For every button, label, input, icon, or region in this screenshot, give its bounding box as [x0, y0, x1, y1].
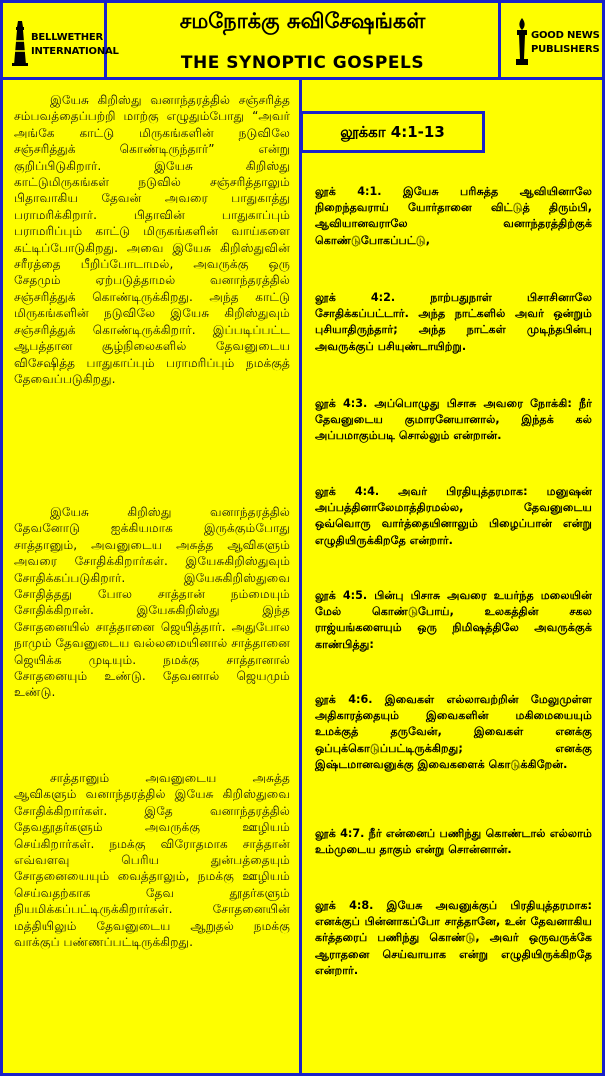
- verse-4-5: லூக் 4:5. பின்பு பிசாசு அவரை உயர்ந்த மலையின் மேல் கொண்டுபோய், உலகத்தின் சகல ராஜ்யங்களையும் ஒரு நிமிஷத்திலே அவருக்குக் காண்பித்து:: [315, 589, 592, 651]
- verse-4-1: லூக் 4:1. இயேசு பரிசுத்த ஆவியினாலே நிறைந்தவராய் யோர்தானை விட்டுத் திரும்பி, ஆவியானவராலே வனாந்தரத்திற்குக் கொண்டுபோகப்பட்டு,: [315, 185, 592, 247]
- verse-4-7: லூக் 4:7. நீர் என்னைப் பணிந்து கொண்டால் எல்லாம் உம்முடைய தாகும் என்று சொன்னான்.: [315, 827, 592, 857]
- commentary-paragraph-3: சாத்தானும் அவனுடைய அசுத்த ஆவிகளும் வனாந்தரத்தில் இயேசு கிறிஸ்துவை சோதிக்கிறார்கள். இதே வனாந்தரத்தில் தேவதூதர்களும் அவருக்கு ஊழியம் செய்கிறார்கள். நமக்கு விரோதமாக சாத்தான் எவ்வளவு பெரிய துன்பத்தையும் சோதனையையும் வைத்தாலும், நமக்கு ஊழியம் செய்வதற்காக தேவ தூதர்களும் நியமிக்கப்பட்டிருக்கிறார்கள். சோதனையின் மத்தியிலும் தேவனுடைய ஆறுதல் நமக்கு வாக்குப் பண்ணப்பட்டிருக்கிறது.: [14, 771, 290, 950]
- commentary-paragraph-1: இயேசு கிறிஸ்து வனாந்தரத்தில் சஞ்சரித்த சம்பவத்தைப்பற்றி மாற்கு எழுதும்போது “அவர் அங்கே காட்டு மிருகங்களின் நடுவிலே சஞ்சரித்துக் கொண்டிருந்தார்” என்று குறிப்பிடுகிறார். இயேசு கிறிஸ்து காட்டுமிருகங்கள் நடுவில் சஞ்சரித்தாலும் பிதாவாகிய தேவன் அவரை பாதுகாத்து பராமரிக்கிறார். பிதாவின் பாதுகாப்பும் பராமரிப்பும் காட்டு மிருகங்களின் வாய்களை கட்டிப்போடுகிறது. அவை இயேசு கிறிஸ்துவின் சரீரத்தை பீறிப்போடாமல், அவருக்கு ஒரு சேதமும் ஏற்படுத்தாமல் வனாந்தரத்தில் சஞ்சரித்துக் கொண்டிருக்கிறது. அந்த காட்டு மிருகங்களின் நடுவிலே இயேசு கிறிஸ்துவும் சஞ்சரித்துக் கொண்டிருக்கிறார். இப்படிப்பட்ட ஆபத்தான சூழ்நிலைகளில் தேவனுடைய விசேஷித்த பாதுகாப்பும் பராமரிப்பும் நமக்குத் தேவைப்படுகிறது.: [14, 93, 290, 386]
- verse-4-3: லூக் 4:3. அப்பொழுது பிசாசு அவரை நோக்கி: நீர் தேவனுடைய குமாரனேயானால், இந்தக் கல் அப்பமாகும்படி சொல்லும் என்றான்.: [315, 397, 592, 443]
- verse-4-4: லூக் 4:4. அவர் பிரதியுத்தரமாக: மனுஷன் அப்பத்தினாலேமாத்திரமல்ல, தேவனுடைய ஒவ்வொரு வார்த்தையினாலும் பிழைப்பான் என்று எழுதியிருக்கிறதே என்றார்.: [315, 485, 592, 547]
- logo-left-line2: INTERNATIONAL: [31, 46, 119, 57]
- bellwether-logo: [3, 3, 119, 80]
- logo-right-line2: PUBLISHERS: [531, 44, 600, 55]
- lighthouse-icon: [11, 19, 29, 67]
- verse-4-8: லூக் 4:8. இயேசு அவனுக்குப் பிரதியுத்தரமாக: எனக்குப் பின்னாகப்போ சாத்தானே, உன் தேவனாகிய கர்த்தரைப் பணிந்து கொண்டு, அவர் ஒருவருக்கே ஆராதனை செய்வாயாக என்று எழுதியிருக்கிறதே என்றார்.: [315, 899, 592, 977]
- verse-4-2: லூக் 4:2. நாற்பதுநாள் பிசாசினாலே சோதிக்கப்பட்டார். அந்த நாட்களில் அவர் ஒன்றும் புசியாதிருந்தார்; அந்த நாட்கள் முடிந்தபின்பு அவருக்குப் பசியுண்டாயிற்று.: [315, 291, 592, 353]
- scripture-reference: லூக்கா 4:1-13: [300, 111, 485, 153]
- page-title-tamil: சமநோக்கு சுவிசேஷங்கள்: [179, 9, 426, 33]
- page-title-english: THE SYNOPTIC GOSPELS: [180, 53, 425, 73]
- verse-4-6: லூக் 4:6. இவைகள் எல்லாவற்றின் மேலுமுள்ள அதிகாரத்தையும் இவைகளின் மகிமையையும் உமக்குத் தருவேன், இவைகள் எனக்கு ஒப்புக்கொடுப்பட்டிருக்கிறது; எனக்கு இஷ்டமானவனுக்கு இவைகளைக் கொடுக்கிறேன்.: [315, 693, 592, 771]
- commentary-paragraph-2: இயேசு கிறிஸ்து வனாந்தரத்தில் தேவனோடு ஐக்கியமாக இருக்கும்போது சாத்தானும், அவனுடைய அசுத்த ஆவிகளும் அவரை சோதிக்கிறார்கள். இயேசுகிறிஸ்துவும் சோதிக்கப்படுகிறார். இயேசுகிறிஸ்துவை சோதித்தது போல சாத்தான் நம்மையும் சோதிக்கிறான். இயேசுகிறிஸ்து இந்த சோதனையில் சாத்தானை ஜெயித்தார். அதுபோல நாமும் தேவனுடைய வல்லமையினால் சாத்தானை ஜெயிக்க முடியும். நமக்கு சாத்தானால் சோதனையும் உண்டு. தேவனால் ஜெயமும் உண்டு.: [14, 505, 290, 700]
- logo-right-line1: GOOD NEWS: [531, 30, 600, 41]
- logo-left-line1: BELLWETHER: [31, 32, 104, 43]
- header-bar: [0, 0, 605, 80]
- torch-icon: [513, 17, 531, 67]
- good-news-publishers-logo: [498, 3, 602, 80]
